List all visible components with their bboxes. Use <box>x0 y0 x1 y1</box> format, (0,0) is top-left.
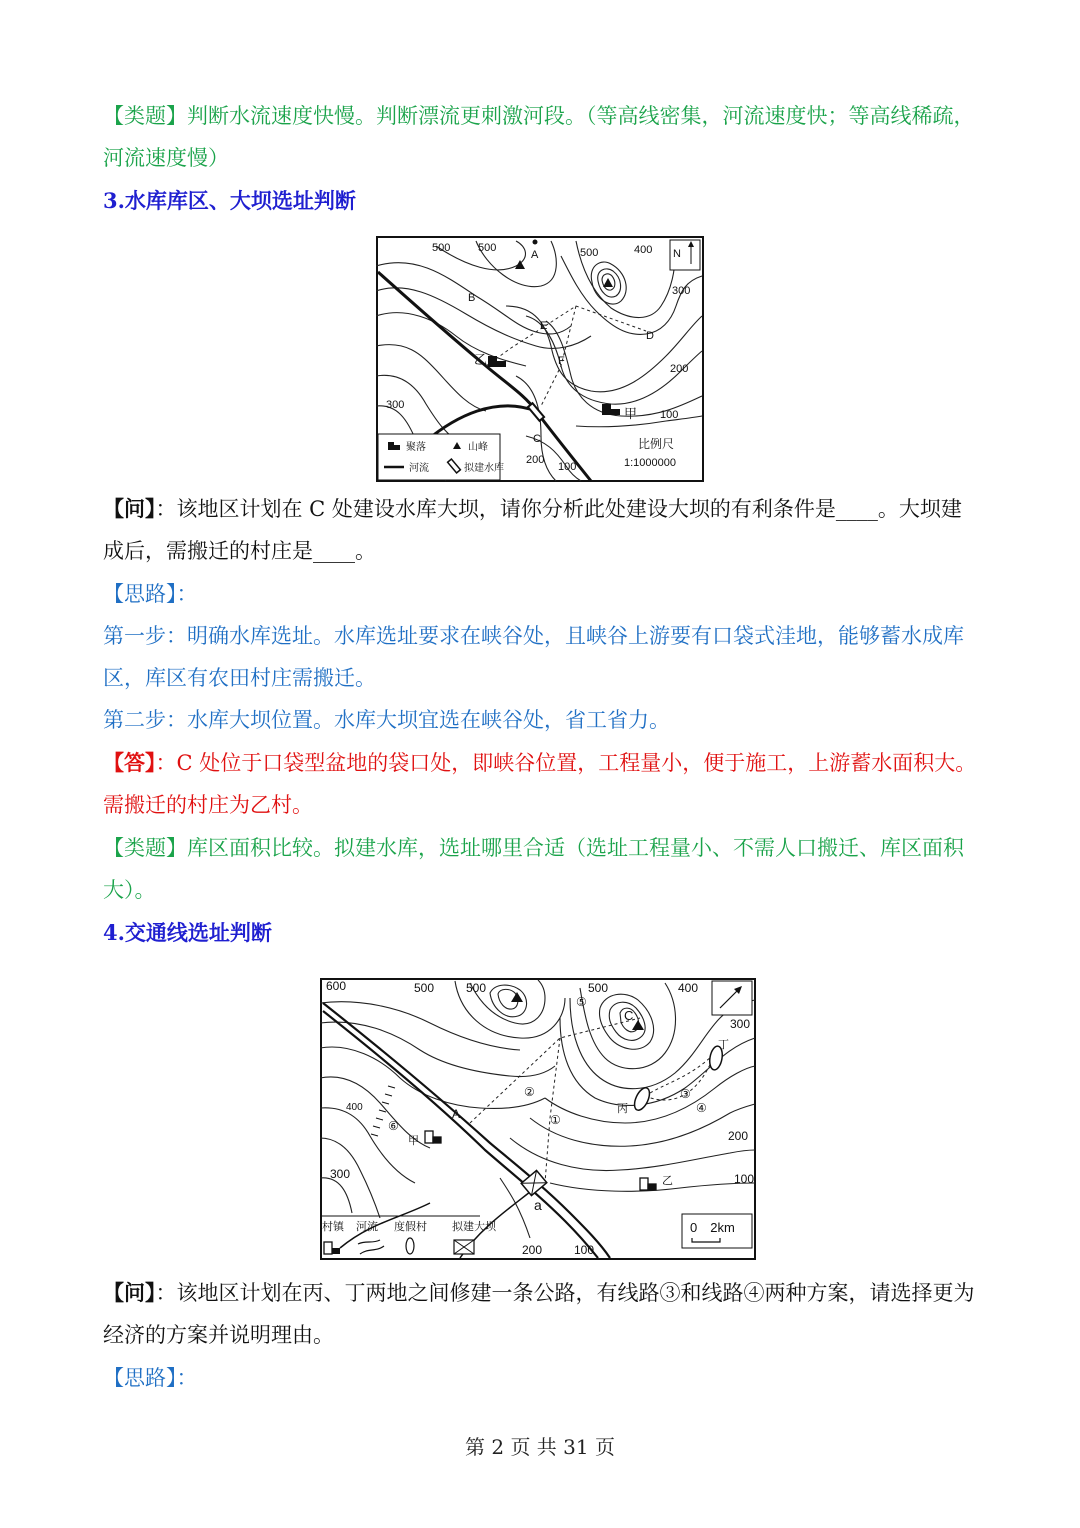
question-text: ：该地区计划在 C 处建设水库大坝，请你分析此处建设大坝的有利条件是____。大坝建成后，需搬迁的村庄是____。 <box>103 497 962 563</box>
legend-reservoir: 拟建水库 <box>464 463 504 474</box>
point-label-f: F <box>558 355 565 367</box>
legend-river: 河流 <box>409 463 429 474</box>
village-label: 乙 <box>662 1175 673 1187</box>
route-marker-3: ③ <box>680 1087 691 1101</box>
north-label: N <box>673 248 681 260</box>
scale-label: 0 2km <box>690 1220 735 1235</box>
village-label: 乙 <box>474 352 488 367</box>
thinking-label-2 <box>103 1357 981 1399</box>
route-marker-2: ② <box>524 1085 535 1099</box>
contour-label: 100 <box>574 1243 595 1257</box>
contour-label: 100 <box>558 461 577 473</box>
legend-village: 聚落 <box>406 442 426 453</box>
contour-label: 500 <box>432 242 451 254</box>
point-label-c: C <box>624 1008 634 1023</box>
step-2: 第二步：水库大坝位置。水库大坝宜选在峡谷处，省工省力。 <box>103 708 670 732</box>
contour-label: 200 <box>526 454 545 466</box>
question-prefix: 【问】 <box>103 496 156 521</box>
legend-dam: 拟建大坝 <box>452 1221 496 1233</box>
question-1 <box>103 488 981 572</box>
similar-question-text: 库区面积比较。拟建水库，选址哪里合适（选址工程量小、不需人口搬迁、库区面积大）。 <box>103 836 964 902</box>
similar-question-1 <box>103 95 981 179</box>
point-label-a: A <box>452 1107 461 1121</box>
contour-label: 500 <box>414 981 435 995</box>
contour-label: 300 <box>330 1167 351 1181</box>
traffic-route-contour-map <box>320 978 756 1260</box>
route-marker-5: ⑤ <box>576 995 587 1009</box>
legend-resort: 度假村 <box>394 1221 427 1233</box>
contour-label: 400 <box>346 1102 363 1113</box>
contour-label: 100 <box>734 1172 755 1186</box>
contour-label: 500 <box>588 981 609 995</box>
section-heading-4: 4.交通线选址判断 <box>103 920 272 945</box>
scale-value: 1:1000000 <box>624 457 676 469</box>
thinking-colon: ： <box>176 582 198 606</box>
point-label-a: A <box>531 249 539 261</box>
thinking-label-1 <box>103 573 981 615</box>
legend-peak: 山峰 <box>468 442 488 453</box>
thinking-prefix: 【思路】 <box>103 1366 177 1390</box>
contour-label: 300 <box>672 285 691 297</box>
similar-question-prefix: 【类题】 <box>103 104 187 128</box>
legend-river: 河流 <box>356 1221 378 1233</box>
point-label-d: D <box>646 330 654 342</box>
question-text: ：该地区计划在丙、丁两地之间修建一条公路，有线路③和线路④两种方案，请选择更为经济的方案并说明理由。 <box>103 1281 975 1347</box>
point-label-dam-a: a <box>534 1197 542 1213</box>
contour-label: 200 <box>670 363 689 375</box>
contour-label: 500 <box>466 981 487 995</box>
contour-label: 400 <box>634 244 653 256</box>
thinking-prefix: 【思路】 <box>103 582 177 606</box>
legend-town: 村镇 <box>322 1221 344 1233</box>
question-prefix: 【问】 <box>103 1280 156 1305</box>
contour-label: 400 <box>678 981 699 995</box>
answer-1 <box>103 742 981 826</box>
similar-question-2 <box>103 827 981 911</box>
scale-title: 比例尺 <box>638 437 675 451</box>
village-label: 甲 <box>624 406 638 421</box>
village-label: 甲 <box>408 1135 419 1147</box>
contour-label: 100 <box>660 409 679 421</box>
point-label-ding: 丁 <box>718 1039 729 1051</box>
reservoir-contour-map <box>376 236 704 482</box>
contour-label: 300 <box>386 399 405 411</box>
similar-question-text: 判断水流速度快慢。判断漂流更刺激河段。（等高线密集，河流速度快；等高线稀疏，河流速度慢） <box>103 104 975 170</box>
point-label-e: E <box>540 320 548 332</box>
point-label-c: C <box>533 433 541 445</box>
question-2 <box>103 1272 981 1356</box>
page-footer: 第 2 页 共 31 页 <box>465 1435 615 1459</box>
step-1: 第一步：明确水库选址。水库选址要求在峡谷处，且峡谷上游要有口袋式洼地，能够蓄水成库区，库区有农田村庄需搬迁。 <box>103 624 964 690</box>
thinking-colon: ： <box>176 1366 198 1390</box>
route-marker-4: ④ <box>696 1101 707 1115</box>
answer-text: ：C 处位于口袋型盆地的袋口处，即峡谷位置，工程量小，便于施工，上游蓄水面积大。需搬迁的村庄为乙村。 <box>103 751 977 817</box>
contour-label: 200 <box>728 1129 749 1143</box>
contour-label: 300 <box>730 1017 751 1031</box>
route-marker-1: ① <box>550 1113 561 1127</box>
point-label-bing: 丙 <box>617 1103 628 1115</box>
section-heading-3: 3.水库库区、大坝选址判断 <box>103 188 356 213</box>
contour-label: 500 <box>580 247 599 259</box>
contour-label: 500 <box>478 242 497 254</box>
point-label-b: B <box>468 292 476 304</box>
contour-label: 200 <box>522 1243 543 1257</box>
route-marker-6: ⑥ <box>388 1119 399 1133</box>
similar-question-prefix: 【类题】 <box>103 836 187 860</box>
contour-label: 600 <box>326 979 347 993</box>
answer-prefix: 【答】 <box>103 750 156 775</box>
